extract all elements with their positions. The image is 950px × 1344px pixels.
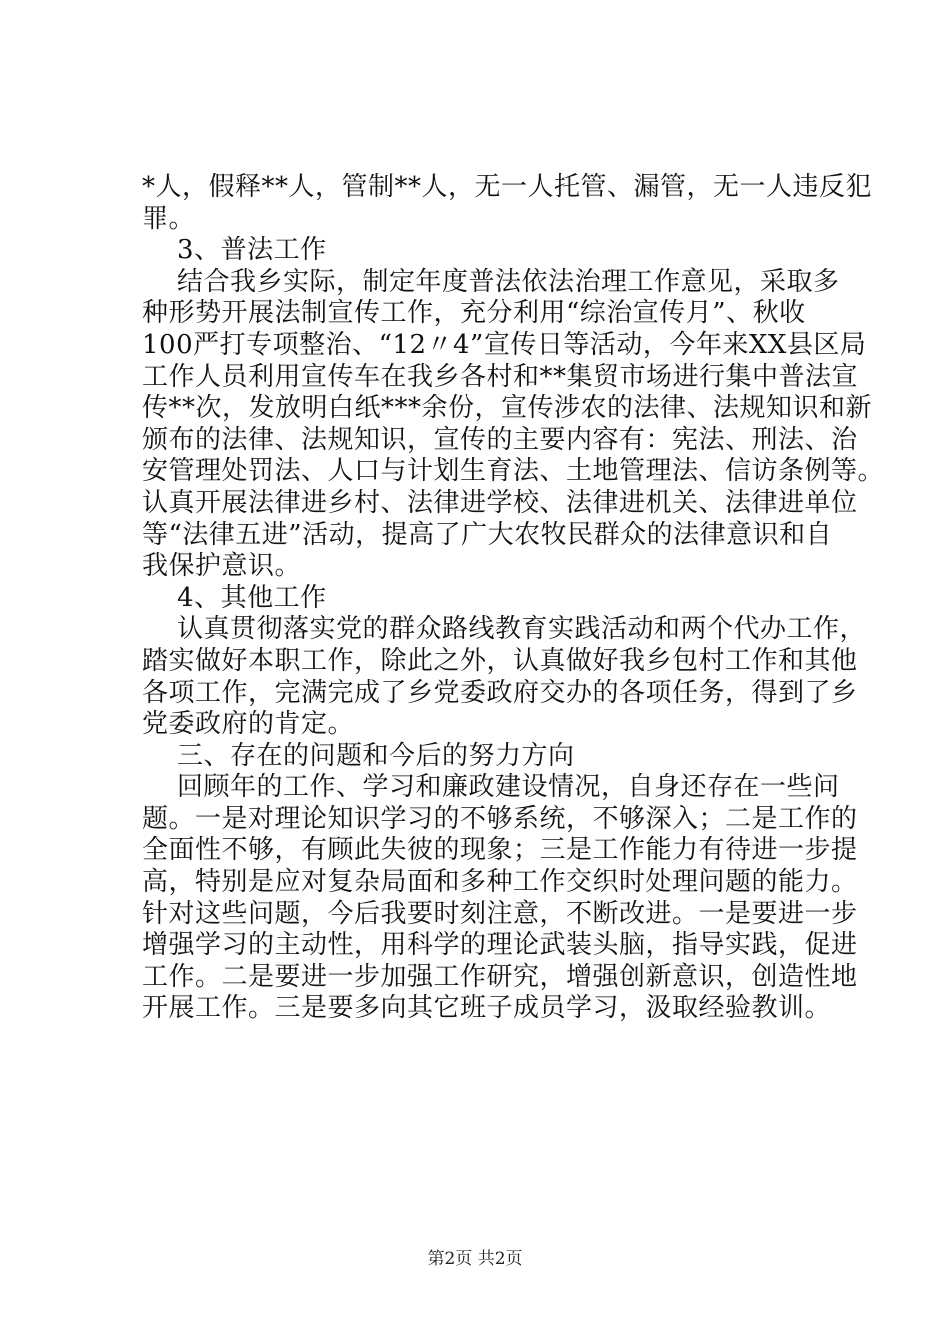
text-line: 针对这些问题，今后我要时刻注意，不断改进。一是要进一步 [142,898,858,929]
text-line: 党委政府的肯定。 [142,709,355,740]
text-line: 传**次，发放明白纸***余份，宣传涉农的法律、法规知识和新 [142,393,873,424]
text-line: 高，特别是应对复杂局面和多种工作交织时处理问题的能力。 [142,867,858,898]
document-body [142,172,885,1025]
page-number-label: 第2页 共2页 [427,1249,523,1269]
text-line: 安管理处罚法、人口与计划生育法、土地管理法、信访条例等。 [142,456,885,487]
text-line: 我保护意识。 [142,551,302,582]
text-line: 开展工作。三是要多向其它班子成员学习，汲取经验教训。 [142,993,832,1024]
page-footer [0,1244,950,1269]
text-line: 结合我乡实际，制定年度普法依法治理工作意见，采取多 [142,266,840,297]
text-line: 踏实做好本职工作，除此之外，认真做好我乡包村工作和其他 [142,645,858,676]
section-heading: 4、其他工作 [142,582,327,613]
text-line: 认真开展法律进乡村、法律进学校、法律进机关、法律进单位 [142,487,858,518]
text-line: 等“法律五进”活动，提高了广大农牧民群众的法律意识和自 [142,519,833,550]
text-line: 100严打专项整治、“12〃4”宣传日等活动，今年来XX县区局 [142,329,867,360]
text-line: 罪。 [142,203,196,234]
text-line: 颁布的法律、法规知识，宣传的主要内容有：宪法、刑法、治 [142,424,858,455]
text-line: 全面性不够，有顾此失彼的现象；三是工作能力有待进一步提 [142,835,858,866]
text-line: 题。一是对理论知识学习的不够系统，不够深入；二是工作的 [142,803,858,834]
text-line: 工作人员利用宣传车在我乡各村和**集贸市场进行集中普法宣 [142,361,859,392]
text-line: 认真贯彻落实党的群众路线教育实践活动和两个代办工作， [142,614,867,645]
section-heading: 三、存在的问题和今后的努力方向 [142,740,575,771]
section-heading: 3、普法工作 [142,235,327,266]
text-line: 种形势开展法制宣传工作，充分利用“综治宣传月”、秋收 [142,298,806,329]
text-line: 各项工作，完满完成了乡党委政府交办的各项任务，得到了乡 [142,677,858,708]
text-line: 增强学习的主动性，用科学的理论武装头脑，指导实践，促进 [142,930,858,961]
text-line: *人，假释**人，管制**人，无一人托管、漏管，无一人违反犯 [142,172,873,202]
text-line: 工作。二是要进一步加强工作研究，增强创新意识，创造性地 [142,961,858,992]
text-line: 回顾年的工作、学习和廉政建设情况，自身还存在一些问 [142,772,840,803]
